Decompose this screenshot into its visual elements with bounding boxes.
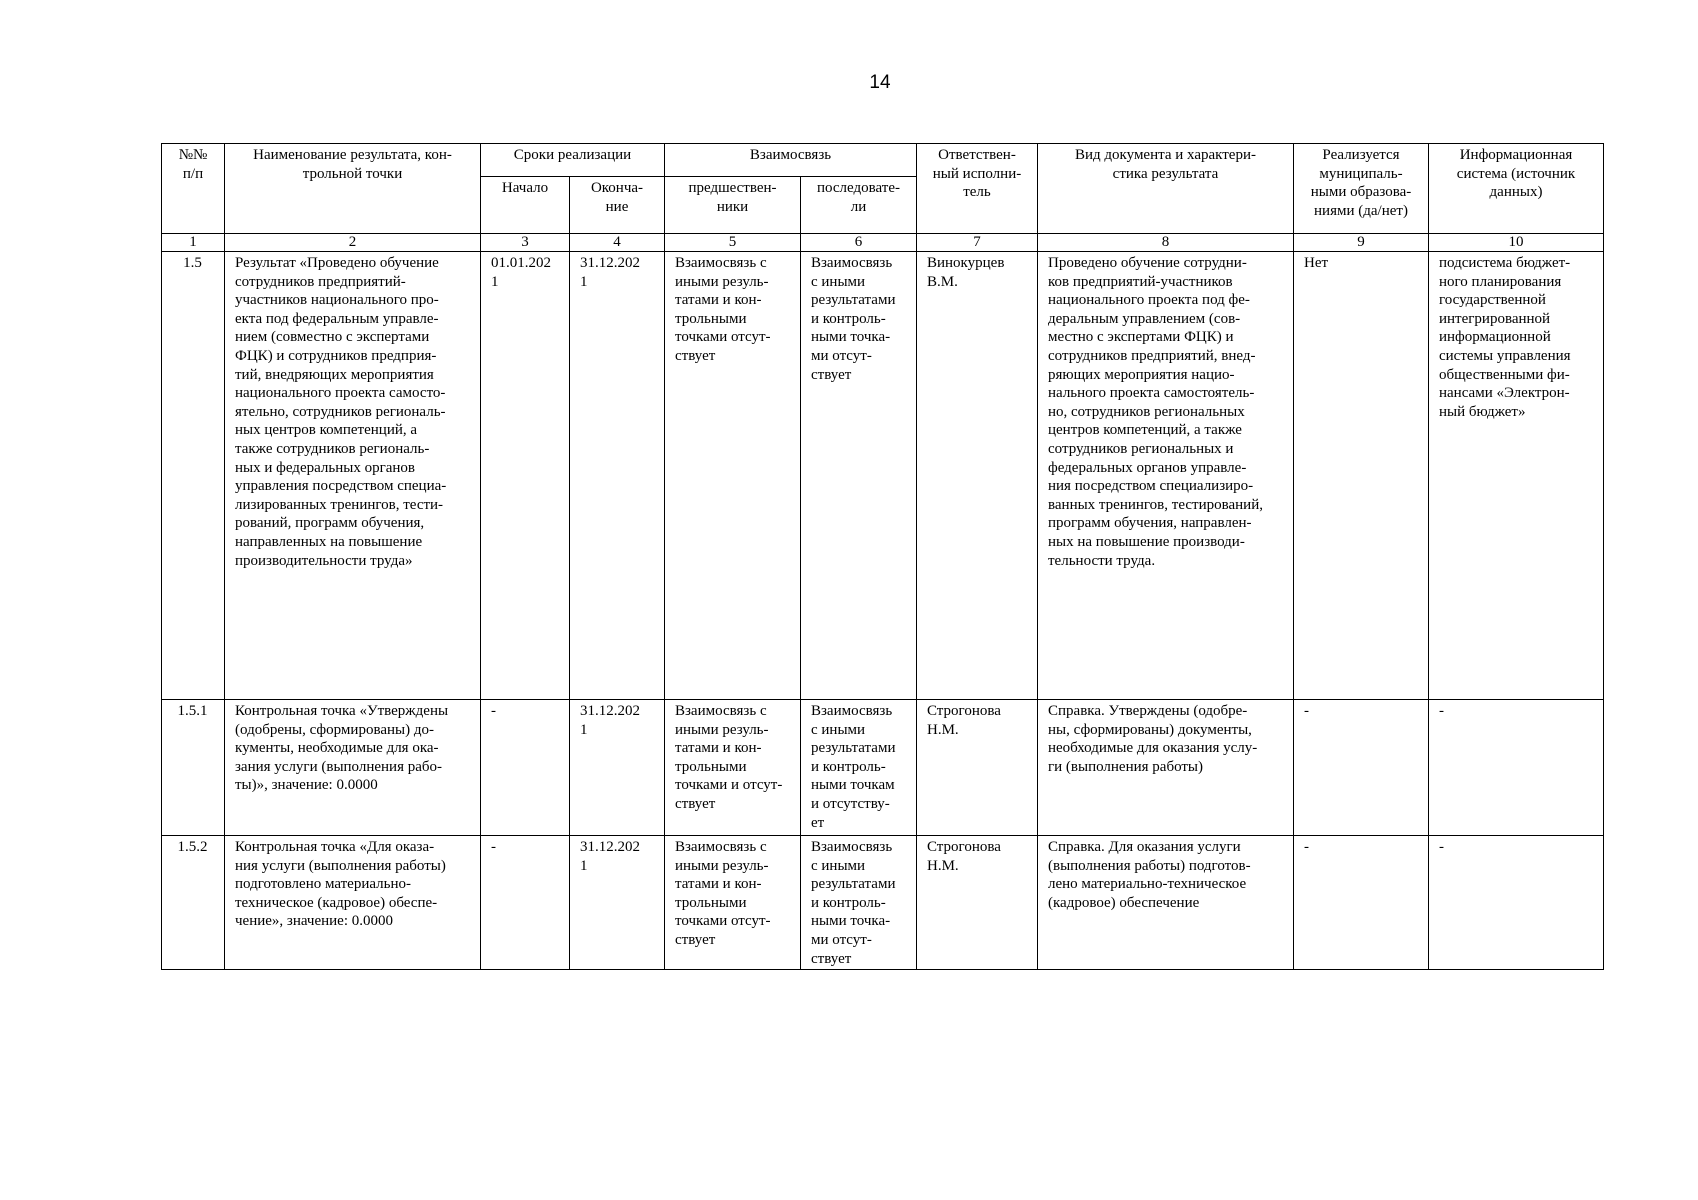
predecessors: Взаимосвязь с иными резуль- татами и кон- трольными точками отсут- ствует <box>665 836 801 970</box>
info-system: - <box>1429 700 1604 836</box>
header-info-system: Информационная система (источник данных) <box>1429 144 1604 234</box>
table-row <box>162 700 1604 836</box>
row-number: 1.5 <box>162 252 225 700</box>
column-number: 10 <box>1429 234 1604 252</box>
header-no: №№ п/п <box>162 144 225 234</box>
header-municipal: Реализуется муниципаль- ными образова- ниями (да/нет) <box>1294 144 1429 234</box>
column-number: 7 <box>917 234 1038 252</box>
result-name: Контрольная точка «Для оказа- ния услуги (выполнения работы) подготовлено материально- техническое (кадровое) обеспе- чение», значение: 0.0000 <box>225 836 481 970</box>
end-date: 31.12.202 1 <box>570 700 665 836</box>
predecessors: Взаимосвязь с иными резуль- татами и кон- трольными точками отсут- ствует <box>665 252 801 700</box>
column-number: 1 <box>162 234 225 252</box>
doc-type: Справка. Утверждены (одобре- ны, сформированы) документы, необходимые для оказания услу- ги (выполнения работы) <box>1038 700 1294 836</box>
header-predecessors: предшествен- ники <box>665 177 801 234</box>
predecessors: Взаимосвязь с иными резуль- татами и кон- трольными точками и отсут- ствует <box>665 700 801 836</box>
end-date: 31.12.202 1 <box>570 252 665 700</box>
column-number: 9 <box>1294 234 1429 252</box>
header-terms: Сроки реализации <box>481 144 665 177</box>
result-name: Результат «Проведено обучение сотрудников предприятий- участников национального про- екта под федеральным управле- нием (совместно с экспертами ФЦК) и сотрудников предприя- тий, внедряющих мероприятия национального проекта самосто- ятельно, сотрудников региональ- ных центров компетенций, а также сотрудников региональ- ных и федеральных органов управления посредством специа- лизированных тренингов, тести- рований, программ обучения, направленных на повышение производительности труда» <box>225 252 481 700</box>
column-number: 3 <box>481 234 570 252</box>
start-date: 01.01.202 1 <box>481 252 570 700</box>
start-date: - <box>481 700 570 836</box>
info-system: подсистема бюджет- ного планирования государственной интегрированной информационной системы управления общественными фи- нансами «Электрон- ный бюджет» <box>1429 252 1604 700</box>
successors: Взаимосвязь с иными результатами и контроль- ными точка- ми отсут- ствует <box>801 252 917 700</box>
responsible: Строгонова Н.М. <box>917 836 1038 970</box>
municipal: - <box>1294 836 1429 970</box>
header-successors: последовате- ли <box>801 177 917 234</box>
end-date: 31.12.202 1 <box>570 836 665 970</box>
results-table <box>161 143 1604 970</box>
page-number: 14 <box>869 72 891 93</box>
column-number: 8 <box>1038 234 1294 252</box>
successors: Взаимосвязь с иными результатами и контроль- ными точка- ми отсут- ствует <box>801 836 917 970</box>
column-number: 4 <box>570 234 665 252</box>
start-date: - <box>481 836 570 970</box>
table-row <box>162 252 1604 700</box>
header-relation: Взаимосвязь <box>665 144 917 177</box>
successors: Взаимосвязь с иными результатами и контроль- ными точкам и отсутству- ет <box>801 700 917 836</box>
result-name: Контрольная точка «Утверждены (одобрены, сформированы) до- кументы, необходимые для ока- зания услуги (выполнения рабо- ты)», значение: 0.0000 <box>225 700 481 836</box>
column-number: 2 <box>225 234 481 252</box>
header-end: Оконча- ние <box>570 177 665 234</box>
column-number: 5 <box>665 234 801 252</box>
table-row <box>162 836 1604 970</box>
info-system: - <box>1429 836 1604 970</box>
doc-type: Проведено обучение сотрудни- ков предприятий-участников национального проекта под фе- деральным управлением (сов- местно с экспертами ФЦК) и сотрудников предприятий, внед- ряющих мероприятия нацио- нального проекта самостоятель- но, сотрудников региональных центров компетенций, а также сотрудников региональных и федеральных органов управле- ния посредством специализиро- ванных тренингов, тестирований, программ обучения, направлен- ных на повышение производи- тельности труда. <box>1038 252 1294 700</box>
responsible: Винокурцев В.М. <box>917 252 1038 700</box>
municipal: - <box>1294 700 1429 836</box>
responsible: Строгонова Н.М. <box>917 700 1038 836</box>
column-number-row <box>162 234 1604 252</box>
header-name: Наименование результата, кон- трольной точки <box>225 144 481 234</box>
header-responsible: Ответствен- ный исполни- тель <box>917 144 1038 234</box>
header-start: Начало <box>481 177 570 234</box>
row-number: 1.5.1 <box>162 700 225 836</box>
doc-type: Справка. Для оказания услуги (выполнения работы) подготов- лено материально-техническое (кадровое) обеспечение <box>1038 836 1294 970</box>
row-number: 1.5.2 <box>162 836 225 970</box>
header-doc-type: Вид документа и характери- стика результата <box>1038 144 1294 234</box>
column-number: 6 <box>801 234 917 252</box>
municipal: Нет <box>1294 252 1429 700</box>
